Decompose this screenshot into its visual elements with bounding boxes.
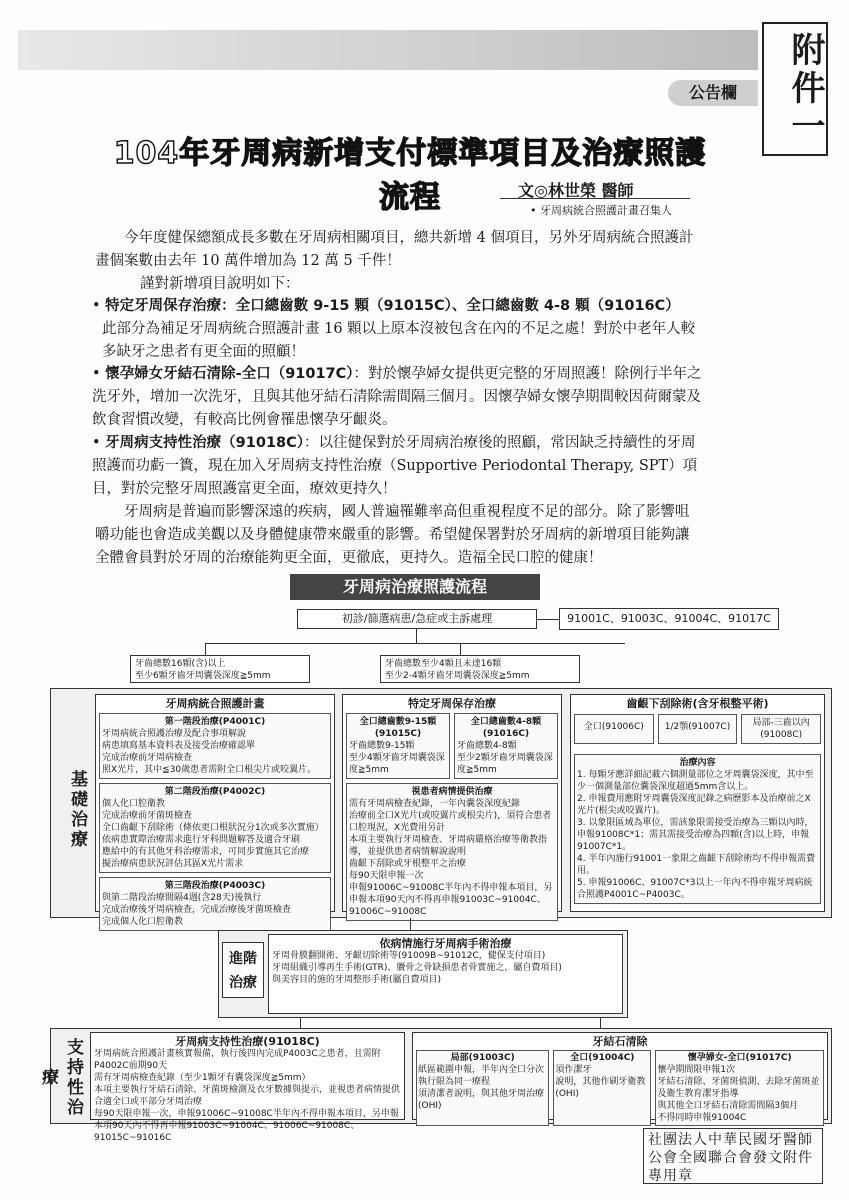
col1-stage2 <box>99 783 331 873</box>
cond-b-1: 牙齒總數至少4顆且未達16顆 <box>385 659 502 669</box>
col3-item-text: 申報費用應附牙周囊袋深度記錄之病歷影本及治療前之X光片(根尖或咬翼片)。 <box>577 794 811 816</box>
col1-s2-item: 完成治療前牙菌斑檢查 <box>102 811 193 821</box>
branch-left <box>205 643 206 655</box>
col2-b-item: 至少2顆牙齒牙周囊袋深度≧5mm <box>457 753 553 775</box>
attachment-label: 附件一 <box>762 22 828 156</box>
col3-options <box>574 714 821 744</box>
col3-title: 齒齦下刮除術(含牙根整平術) <box>626 697 769 710</box>
calculus-options <box>416 1050 824 1126</box>
calc-c3-item: 懷孕期間限申報1次 <box>657 1065 736 1075</box>
calc-c2-item: 須作潔牙 <box>555 1065 592 1075</box>
side-basic: 基礎治療 <box>67 770 87 850</box>
col2-a-item: 牙齒總數9-15顆 <box>349 741 415 751</box>
col1-s2-title: 第二階段治療(P4002C) <box>164 787 266 797</box>
col1-s3-title: 第三階段治療(P4003C) <box>164 881 266 891</box>
col3-item: 4. 半年內施行91001一象限之齒齦下刮除術均不得申報需費用。 <box>577 854 816 876</box>
cond-b <box>380 655 580 683</box>
spt-box <box>90 1032 405 1143</box>
cond-a-1: 牙齒總數16顆(含)以上 <box>135 659 226 669</box>
col1-s2-item: 全口齒齦下刮除術（條依更口根狀況分1次或多次實施） <box>102 823 324 833</box>
col1-s1-item: 完成治療前牙周病檢查 <box>102 753 193 763</box>
col1-s1-title: 第一階段治療(P4001C) <box>164 717 266 727</box>
advanced-item: 與美容目的施的牙周整形手術(屬自費項目) <box>272 975 442 985</box>
page-title: 104年牙周病新增支付標準項目及治療照護流程 <box>113 136 707 215</box>
cond-b-2: 至少2-4顆牙齒牙周囊袋深度≧5mm <box>385 671 530 681</box>
calc-c3-title: 懷孕婦女-全口(91017C) <box>687 1053 792 1063</box>
col1-stage3 <box>99 877 331 931</box>
side-advanced: 進階治療 <box>222 942 264 998</box>
calc-c1-title: 局部(91003C) <box>450 1053 515 1063</box>
author-divider <box>500 198 690 199</box>
calculus-title: 牙結石清除 <box>592 1035 648 1048</box>
calc-c1-item: 紙區範圍申報，半年內全口分次執行限為同一療程 <box>418 1065 545 1087</box>
col2-a-title: 全口總齒數9-15顆 (91015C) <box>359 717 437 739</box>
calc-c1-item: 須清潔者說明，與其他牙周治療(OHI) <box>418 1089 545 1111</box>
spt-item: 每90天限申報一次，申報91006C~91008C半年內不得申報本項目，另申報本項90天內不得再申報91003C~91004C、91006C~91008C、91015C~91016C <box>94 1109 399 1143</box>
flow-start: 初診/篩選病患/急症或主訴處理 <box>297 609 537 629</box>
col2-b-title: 全口總齒數4-8顆 (91016C) <box>470 717 542 739</box>
side-support: 支持性治療 <box>38 1038 83 1118</box>
cond-a <box>130 655 310 683</box>
calc-c3-item: 不得同時申報91004C <box>657 1113 747 1123</box>
col1-s2-item: 應給中的有其他牙科治療需求，可同步實施其它治療 <box>102 847 310 857</box>
advanced-item: 牙周骨膜翻開術、牙齦切除術等(91009B~91012C，健保支付項目) <box>272 951 546 961</box>
col1-s3-item: 完成治療後牙周病檢查，完成治療後牙菌斑檢查 <box>102 905 292 915</box>
col3-item: 3. 以象限區域為單位，需該象限需接受治療為三顆以內時，申報91008C*1；需其需接受治療為四顆(含)以上時，申報91007C*1。 <box>577 818 814 852</box>
calc-c3-item: 牙結石清除、牙菌斑偵測、去除牙菌斑並及衛生教育潔牙指導 <box>657 1077 820 1099</box>
calculus-full <box>553 1050 651 1126</box>
calc-c2-item: 說明，其他作刷牙衛教(OHI) <box>555 1077 646 1099</box>
intro-paragraph: 今年度健保總額成長多數在牙周病相關項目，總共新增 4 個項目，另外牙周病統合照護計畫個案數由去年 10 萬件增加為 12 萬 5 千件！ <box>95 230 694 269</box>
bullet-3: • 牙周病支持性治療（91018C）：以往健保對於牙周病治療後的照顧，常因缺乏持續性的牙周照護而功虧一簣，現在加入牙周病支持性治療（Supportive Periodontal Therapy, SPT）項目，對於完整牙周照護富更全面，療效更持久！ <box>92 435 698 497</box>
col2-ed-title: 視患者病情提供治療 <box>411 787 493 797</box>
col3-item: 1. 每顆牙應詳細記載六個測量部位之牙周囊袋深度，其中至少一個測量部位囊袋深度超過5mm含以上。 <box>577 770 814 792</box>
col2-option-a <box>346 713 450 779</box>
calculus-box <box>412 1032 828 1123</box>
col3-item-text: 每顆牙應詳細記載六個測量部位之牙周囊袋深度，其中至少一個測量部位囊袋深度超過5mm含以上。 <box>577 770 814 792</box>
col2-b-item: 牙齒總數4-8顆 <box>457 741 517 751</box>
author-note: • 牙周病統合照護計畫召集人 <box>530 204 672 217</box>
spt-item: 本項主要執行牙結石清除、牙菌斑檢測及衣牙數據與提示，並視患者病情提供合適全口或平部分牙周治療 <box>94 1085 401 1107</box>
advanced-item: 牙周組織引導再生手術(GTR)、贗骨之骨缺損患者骨實施之，屬自費項目) <box>272 963 562 973</box>
flow-banner: 牙周病治療照護流程 <box>290 574 540 600</box>
spt-item: 牙周病統合照護計畫核實報備，執行後四內完成P4003C之患者，且需附P4002C前期90天 <box>94 1049 381 1071</box>
col1-s2-item: 擬治療病患狀況評估其區X光片需求 <box>102 859 244 869</box>
calc-c3-item: 與其他全口牙結石清除需間隔3個月 <box>657 1101 799 1111</box>
bullet-1: • 特定牙周保存治療：全口總齒數 9-15 顆（91015C）、全口總齒數 4-8 顆（91016C） 此部分為補足牙周病統合照護計畫 16 顆以上原本沒被包含在內的不足之處！對於中老年人較多缺牙之患者有更全面的照顧！ <box>92 295 702 364</box>
col1-s1-item: 牙周病統合照護治療及配合事項解說 <box>102 729 247 739</box>
col3-item: 5. 申報91006C、91007C*3以上一年內不得申報牙周病統合照護P4001C~P4003C。 <box>577 878 813 900</box>
bullet-2-head: 懷孕婦女牙結石清除-全口（91017C） <box>105 366 354 382</box>
col3-item-text: 以象限區域為單位，需該象限需接受治療為三顆以內時，申報91008C*1；需其需接受治療為四顆(含)以上時，申報91007C*1。 <box>577 818 814 852</box>
branch-right <box>460 643 461 655</box>
col2-a-item: 至少4顆牙齒牙周囊袋深度≧5mm <box>349 753 445 775</box>
col3-item-text: 申報91006C、91007C*3以上一年內不得申報牙周病統合照護P4001C~P4003C。 <box>577 878 813 900</box>
col2-options <box>346 713 558 779</box>
header-banner <box>18 30 758 70</box>
col3-box <box>570 694 825 912</box>
col2-ed-item: 本項主要執行牙周檢查、牙周病嚴格治療等衛教指導，並提供患者病情解說說明 <box>349 835 548 857</box>
intro-lead: 謹對新增項目說明如下： <box>140 276 300 292</box>
col3-content-title: 治療內容 <box>679 758 716 768</box>
col2-ed-item: 需有牙周病檢查紀錄，一年內囊袋深度紀錄 <box>349 799 521 809</box>
start-connector <box>537 619 559 620</box>
col3-option-full: 全口(91006C) <box>574 714 654 744</box>
col1-s1-item: 照X光片，其中≦30歲患者需附全口根尖片或咬翼片。 <box>102 765 317 775</box>
author: 文◎林世榮 醫師 <box>518 181 634 200</box>
closing-paragraph: 牙周病是普遍而影響深遠的疾病，國人普遍罹難率高但重視程度不足的部分。除了影響咀嚼功能也會造成美觀以及身體健康帶來嚴重的影響。希望健保署對於牙周病的新增項目能夠讓全體會員對於牙周的治療能夠更全面，更徹底，更持久。造福全民口腔的健康！ <box>95 504 690 566</box>
start-down-line <box>416 629 417 643</box>
col1-s2-item: 個人化口腔衛教 <box>102 799 166 809</box>
spt-item: 需有牙周病檢查紀錄（至少1顆牙有囊袋深度≧5mm） <box>94 1073 311 1083</box>
section-tab: 公告欄 <box>668 80 758 106</box>
col2-education <box>346 783 558 921</box>
col3-option-half: 1/2顎(91007C) <box>658 714 738 744</box>
cond-a-2: 至少6顆牙齒牙周囊袋深度≧5mm <box>135 671 271 681</box>
col3-option-local: 局部-三齒以內(91008C) <box>741 714 821 744</box>
col2-ed-item: 治療前全口X光片(或咬翼片或根尖片)，須符合患者口腔現況，X光費用另計 <box>349 811 552 833</box>
calculus-local <box>416 1050 549 1126</box>
col3-content <box>574 754 821 904</box>
col3-item-text: 半年內施行91001一象限之齒齦下刮除術均不得申報需費用。 <box>577 854 816 876</box>
calc-c2-title: 全口(91004C) <box>570 1053 635 1063</box>
to-support-left <box>300 1018 301 1028</box>
col1-stage1 <box>99 713 331 779</box>
official-stamp: 社團法人中華民國牙醫師公會全國聯合會發文附件專用章 <box>643 1128 823 1184</box>
col2-ed-item: 齒齦下刮除或牙根整平之治療 <box>349 859 467 869</box>
col1-title: 牙周病統合照護計畫 <box>165 697 265 710</box>
branch-line <box>205 643 625 644</box>
spt-title: 牙周病支持性治療(91018C) <box>175 1035 320 1048</box>
col1-s1-item: 病患填寫基本資料表及接受治療確認單 <box>102 741 256 751</box>
bullet-1-body: 此部分為補足牙周病統合照護計畫 16 顆以上原本沒被包含在內的不足之處！對於中老年人較多缺牙之患者有更全面的照顧！ <box>102 321 696 360</box>
to-support-right <box>600 1018 601 1028</box>
col1-s3-item: 與第二階段治療間隔4週(含28天)後執行 <box>102 893 262 903</box>
calculus-pregnant <box>655 1050 824 1126</box>
col2-box <box>342 694 562 917</box>
bullet-1-head: 特定牙周保存治療：全口總齒數 9-15 顆（91015C）、全口總齒數 4-8 顆（91016C） <box>105 298 680 314</box>
to-advanced-line <box>410 918 411 930</box>
advanced-title: 依病情施行牙周病手術治療 <box>379 937 512 950</box>
col2-ed-item: 每90天限申報一次 <box>349 871 424 881</box>
bullet-3-head: 牙周病支持性治療（91018C） <box>105 435 305 451</box>
bullet-2-body: ：對於懷孕婦女提供更完整的牙周照護！除例行半年之洗牙外，增加一次洗牙，且與其他牙結石清除需間隔三個月。因懷孕婦女懷孕期間較因荷爾蒙及飲食習慣改變，有較高比例會罹患懷孕牙齦炎。 <box>92 366 702 428</box>
col2-ed-item: 申報91006C~91008C半年內不得申報本項目，另申報本項90天內不得再申報91003C~91004C、91006C~91008C <box>349 883 553 917</box>
col1-s3-item: 完成個人化口腔衛教 <box>102 917 184 927</box>
col2-option-b <box>454 713 558 779</box>
col2-title: 特定牙周保存治療 <box>408 697 496 710</box>
bullet-3-body: ：以往健保對於牙周病治療後的照顧，常因缺乏持續性的牙周照護而功虧一簣，現在加入牙周病支持性治療（Supportive Periodontal Therapy, SPT）項目，對於完整牙周照護富更全面，療效更持久！ <box>92 435 698 497</box>
advanced-box <box>268 934 623 1014</box>
col3-item: 2. 申報費用應附牙周囊袋深度記錄之病歷影本及治療前之X光片(根尖或咬翼片)。 <box>577 794 811 816</box>
col1-s2-item: 依病患實際治療需求進行牙科問題解答及適合牙刷 <box>102 835 301 845</box>
col1-box <box>95 694 335 927</box>
bullet-2: • 懷孕婦女牙結石清除-全口（91017C）：對於懷孕婦女提供更完整的牙周照護！除例行半年之洗牙外，增加一次洗牙，且與其他牙結石清除需間隔三個月。因懷孕婦女懷孕期間較因荷爾蒙及飲食習慣改變，有較高比例會罹患懷孕牙齦炎。 <box>92 366 702 428</box>
flow-start-codes: 91001C、91003C、91004C、91017C <box>559 608 779 630</box>
